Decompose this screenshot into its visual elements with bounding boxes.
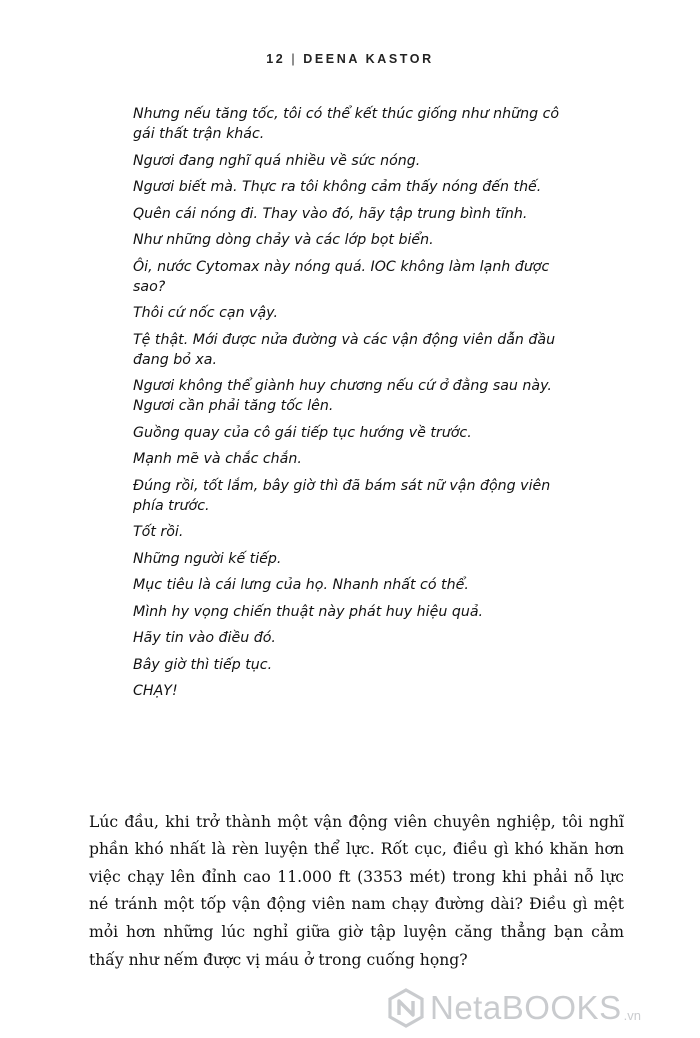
monologue-line: Nhưng nếu tăng tốc, tôi có thể kết thúc giống như những cô gái thất trận khác. — [133, 106, 560, 142]
monologue-line: Mục tiêu là cái lưng của họ. Nhanh nhất có thể. — [133, 577, 469, 593]
monologue-line: Guồng quay của cô gái tiếp tục hướng về trước. — [133, 424, 472, 441]
monologue-line: Ngươi đang nghĩ quá nhiều về sức nóng. — [133, 152, 421, 169]
monologue-line: Những người kế tiếp. — [133, 550, 282, 567]
monologue-line: Đúng rồi, tốt lắm, bây giờ thì đã bám sát nữ vận động viên phía trước. — [133, 477, 551, 514]
monologue-line: Như những dòng chảy và các lớp bọt biển. — [133, 232, 434, 248]
watermark — [386, 986, 641, 1030]
monologue-line: Mạnh mẽ và chắc chắn. — [133, 451, 302, 467]
monologue-line: Hãy tin vào điều đó. — [133, 630, 276, 646]
header-separator: | — [291, 52, 298, 66]
monologue-line: Tệ thật. Mới được nửa đường và các vận động viên dẫn đầu đang bỏ xa. — [133, 331, 556, 368]
monologue-line: Mình hy vọng chiến thuật này phát huy hiệu quả. — [133, 603, 484, 620]
inner-monologue — [133, 104, 563, 708]
author-name: DEENA KASTOR — [303, 52, 434, 66]
monologue-line: Tốt rồi. — [133, 524, 184, 540]
watermark-suffix: .vn — [623, 1007, 641, 1023]
page-number: 12 — [266, 52, 286, 66]
monologue-line: Ôi, nước Cytomax này nóng quá. IOC không làm lạnh được sao? — [133, 258, 550, 295]
monologue-line: CHẠY! — [133, 683, 178, 699]
watermark-brand: NetaBOOKS — [430, 989, 622, 1026]
monologue-line: Quên cái nóng đi. Thay vào đó, hãy tập trung bình tĩnh. — [133, 205, 528, 222]
monologue-line: Thôi cứ nốc cạn vậy. — [133, 305, 278, 321]
body-paragraph: Lúc đầu, khi trở thành một vận động viên chuyên nghiệp, tôi nghĩ phần khó nhất là rèn luyện thể lực. Rốt cục, điều gì khó khăn hơn việc chạy lên đỉnh cao 11.000 ft (3353 mét) trong khi phải nỗ lực né tránh một tốp vận động viên nam chạy đường dài? Điều gì mệt mỏi hơn những lúc nghỉ giữa giờ tập luyện căng thẳng bạn cảm thấy như nếm được vị máu ở trong cuống họng? — [89, 812, 624, 969]
monologue-line: Ngươi biết mà. Thực ra tôi không cảm thấy nóng đến thế. — [133, 179, 542, 195]
netabooks-logo-icon — [386, 988, 426, 1028]
monologue-line: Bây giờ thì tiếp tục. — [133, 656, 273, 673]
running-header — [0, 52, 700, 66]
monologue-line: Ngươi không thể giành huy chương nếu cứ ở đằng sau này. Ngươi cần phải tăng tốc lên. — [133, 378, 552, 414]
